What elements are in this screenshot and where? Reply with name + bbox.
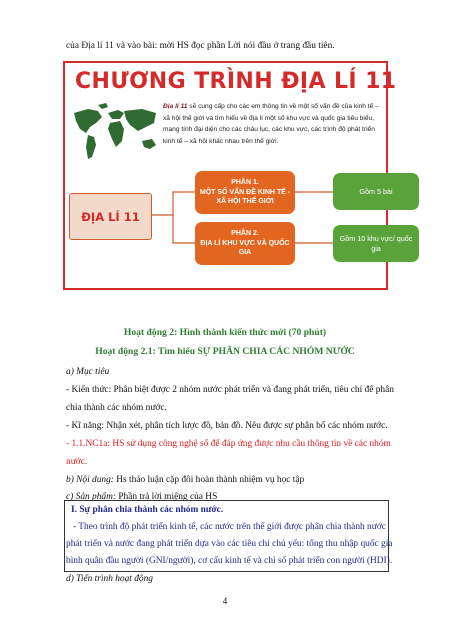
program-infographic: [63, 61, 413, 290]
procedure-label: d) Tiến trình hoạt động: [66, 574, 153, 584]
description-text: sẽ cung cấp cho các em thông tin về một số vấn đề của kinh tế – xã hội thế giới và tìm hiểu về địa lí một số khu vực và quốc gia tiêu biểu, mang tính đại diện cho các châu lục, các khu vực, các trình độ phát triển kinh tế – xã hội khác nhau trên thế giới.: [163, 103, 379, 145]
content-text: Hs thảo luận cặp đôi hoàn thành nhiệm vụ học tập: [113, 475, 305, 485]
summary-line-2: phát triển và nước đang phát triển dựa vào các tiêu chí chủ yếu: tổng thu nhập quốc gia: [66, 539, 393, 549]
activity-heading: Hoạt động 2: Hình thành kiến thức mới (70 phút): [123, 327, 327, 338]
activity-subheading: Hoạt động 2.1: Tìm hiểu SỰ PHÂN CHIA CÁC NHÓM NƯỚC: [95, 346, 355, 357]
summary-line-3: bình quân đầu người (GNI/người), cơ cấu kinh tế và chỉ số phát triển con người (HDI).: [66, 556, 393, 566]
part1-box: [195, 171, 295, 214]
summary-title: I. Sự phân chia thành các nhóm nước.: [71, 505, 224, 515]
part2-text: ĐỊA LÍ KHU VỰC VÀ QUỐC GIA: [200, 239, 290, 257]
part1-text: MỘT SỐ VẤN ĐỀ KINH TẾ - XÃ HỘI THẾ GIỚI: [199, 188, 291, 206]
summary-line-1: - Theo trình độ phát triển kinh tế, các nước trên thế giới được phân chia thành nước: [73, 522, 386, 532]
digital-competence-line-1: - 1.1.NC1a: HS sử dụng công nghệ số để đáp ứng được nhu cầu thông tin về các nhóm: [66, 439, 391, 449]
main-subject-box: ĐỊA LÍ 11: [69, 193, 152, 240]
intro-line: của Địa lí 11 và vào bài: mời HS đọc phần Lời nói đầu ở trang đầu tiên.: [66, 41, 335, 51]
digital-competence-line-2: nước.: [66, 457, 88, 467]
content-line: [66, 474, 450, 486]
product-text: Phần trả lời miệng của HS: [116, 492, 218, 502]
part1-result: Gồm 5 bài: [333, 173, 419, 210]
knowledge-line-1: - Kiến thức: Phân biệt được 2 nhóm nước phát triển và đang phát triển, tiêu chí để phân: [66, 385, 394, 395]
part2-result: Gồm 10 khu vực/ quốc gia: [333, 225, 419, 262]
part1-heading: PHẦN 1.: [231, 179, 259, 187]
page-number: 4: [222, 596, 228, 606]
part2-box: [195, 222, 295, 265]
product-label: c) Sản phẩm:: [66, 492, 116, 502]
knowledge-line-2: chia thành các nhóm nước.: [66, 403, 167, 413]
content-label: b) Nội dung:: [66, 475, 114, 485]
part2-heading: PHẦN 2.: [231, 230, 259, 238]
summary-box: [64, 500, 393, 572]
infographic-title: CHƯƠNG TRÌNH ĐỊA LÍ 11: [75, 69, 397, 94]
description-lead: Địa lí 11: [163, 103, 188, 110]
objective-label: a) Mục tiêu: [66, 367, 110, 377]
skills-line: - Kĩ năng: Nhận xét, phân tích lược đồ, bản đồ. Nêu được sự phân bố các nhóm nước.: [66, 421, 388, 431]
